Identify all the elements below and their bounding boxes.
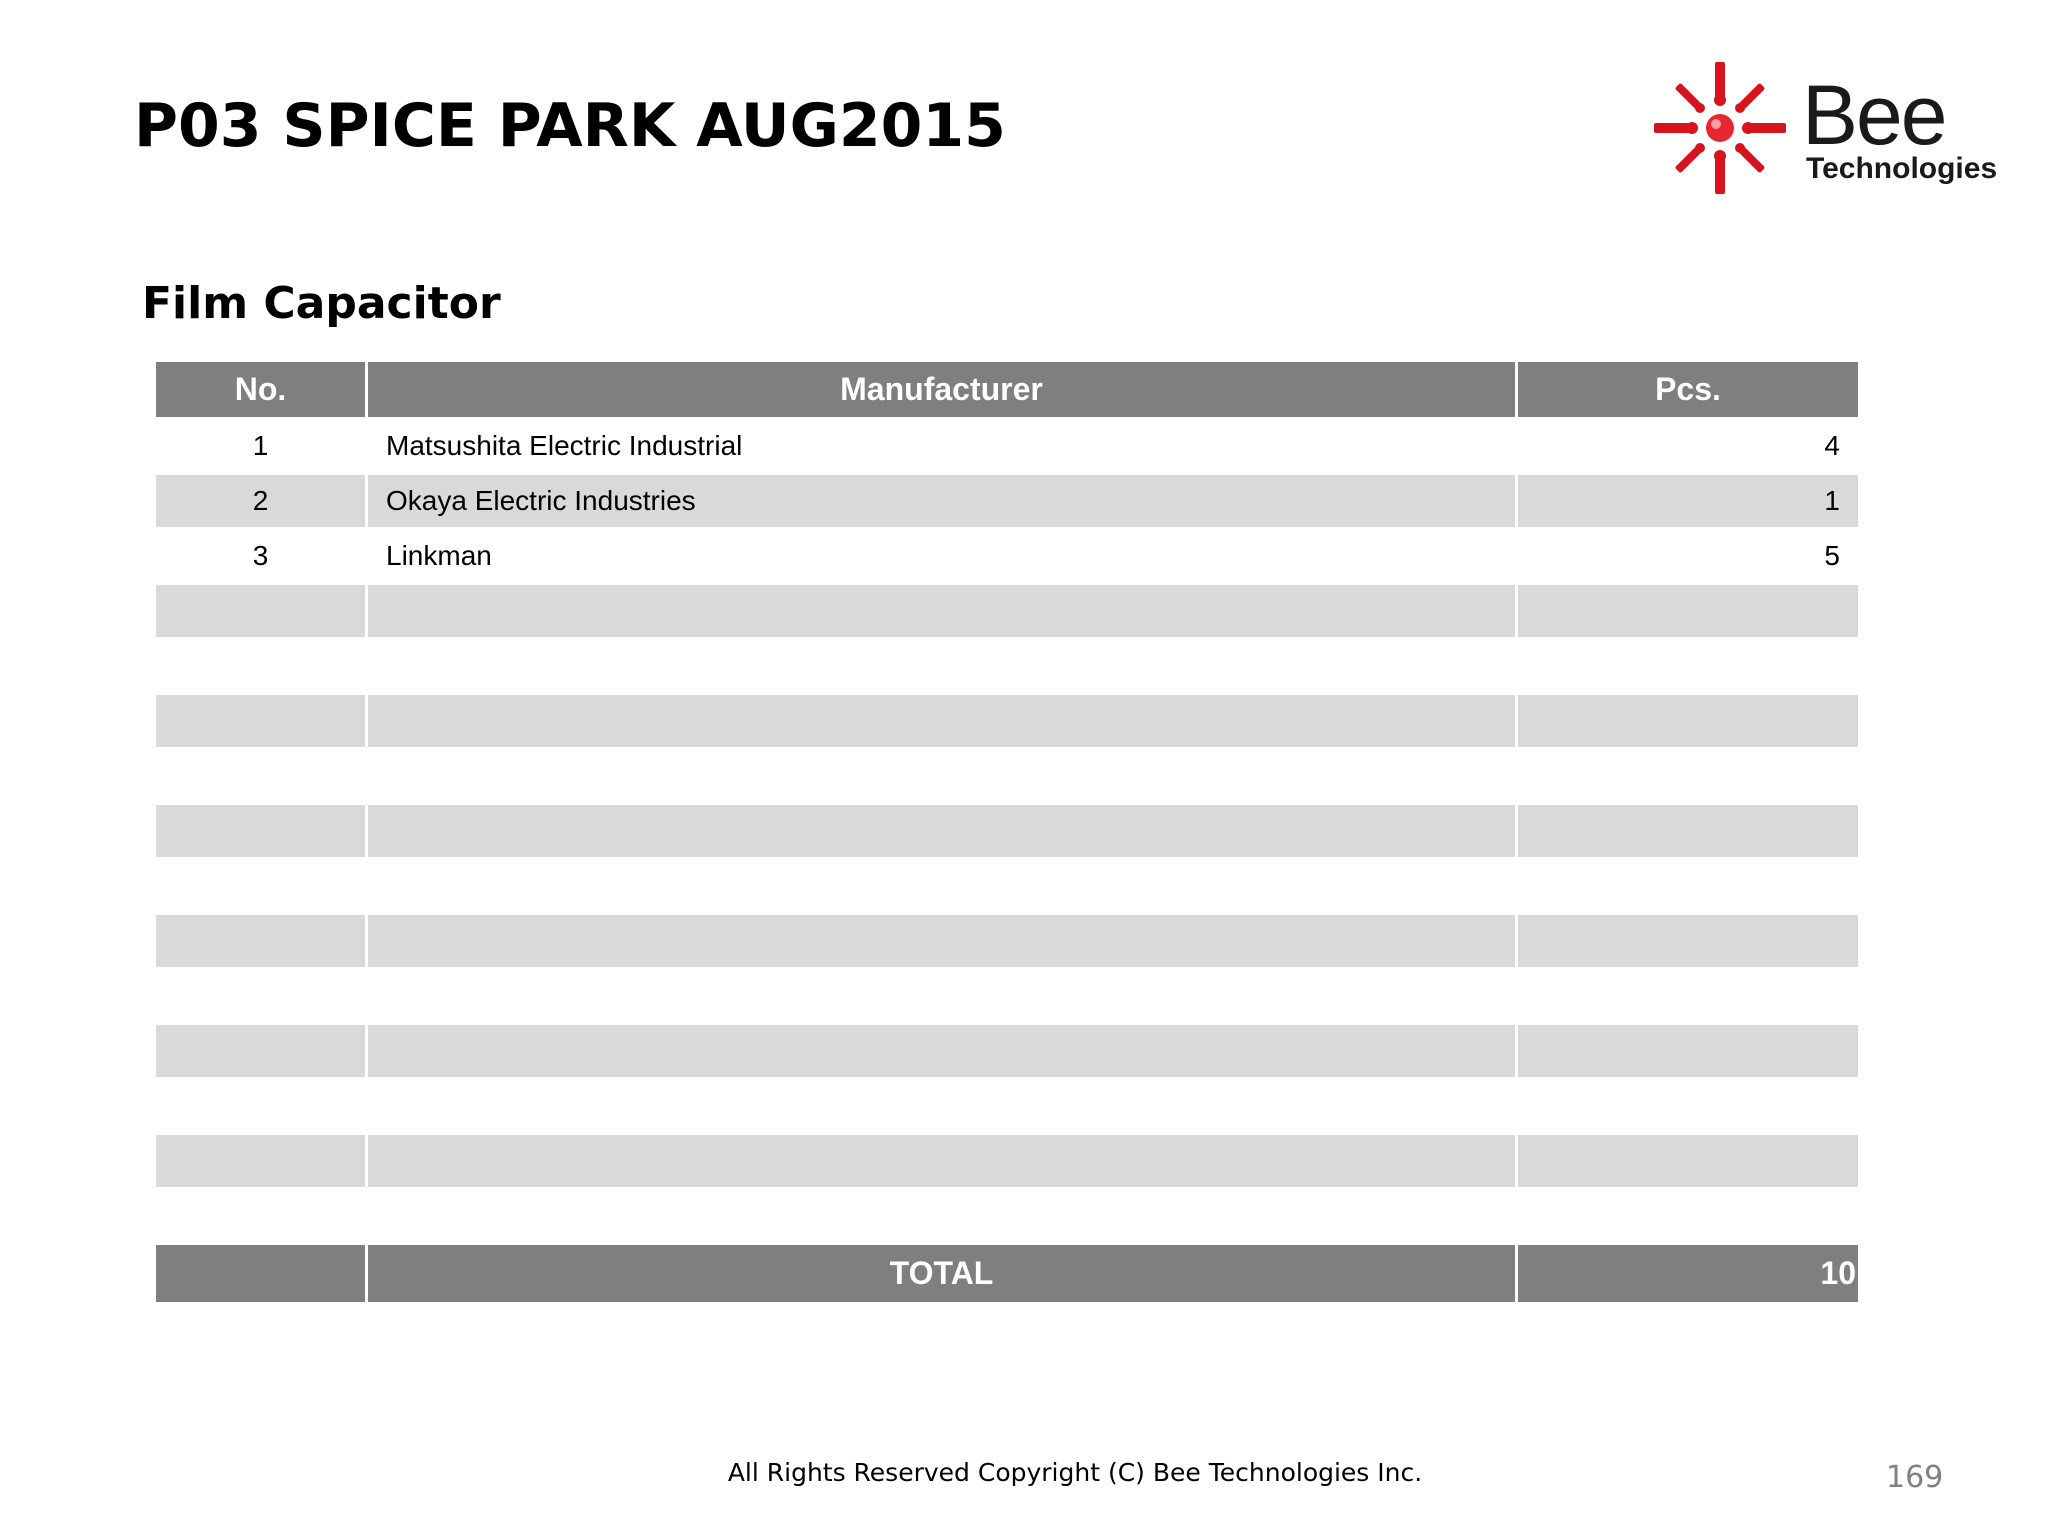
cell-pcs: 4: [1518, 420, 1858, 475]
table-row: [156, 805, 1858, 860]
table-row: [156, 1190, 1858, 1245]
cell-no: [156, 915, 368, 970]
logo-starburst-icon: [1652, 60, 1805, 196]
cell-manufacturer: [368, 1135, 1518, 1190]
table-row: [156, 1135, 1858, 1190]
cell-manufacturer: [368, 970, 1518, 1025]
cell-no: [156, 1135, 368, 1190]
cell-no: [156, 970, 368, 1025]
cell-pcs: [1518, 1025, 1858, 1080]
cell-pcs: 5: [1518, 530, 1858, 585]
cell-manufacturer: Matsushita Electric Industrial: [368, 420, 1518, 475]
cell-no: [156, 1190, 368, 1245]
cell-pcs: [1518, 860, 1858, 915]
cell-manufacturer: [368, 750, 1518, 805]
cell-no: [156, 860, 368, 915]
table-row: [156, 1080, 1858, 1135]
cell-pcs: [1518, 1190, 1858, 1245]
cell-no: [156, 1080, 368, 1135]
cell-no: [156, 695, 368, 750]
cell-manufacturer: Okaya Electric Industries: [368, 475, 1518, 530]
table-row: [156, 695, 1858, 750]
table-row: [156, 970, 1858, 1025]
logo-tagline-text: Technologies: [1806, 152, 1998, 185]
cell-pcs: [1518, 750, 1858, 805]
cell-pcs: 1: [1518, 475, 1858, 530]
cell-no: 3: [156, 530, 368, 585]
cell-manufacturer: [368, 585, 1518, 640]
cell-no: [156, 585, 368, 640]
table-total-row: [156, 1245, 1858, 1305]
cell-no: 2: [156, 475, 368, 530]
table-row: [156, 585, 1858, 640]
cell-manufacturer: [368, 1080, 1518, 1135]
bee-technologies-logo: [1652, 60, 2012, 196]
cell-no: 1: [156, 420, 368, 475]
table-row: [156, 860, 1858, 915]
cell-pcs: [1518, 1080, 1858, 1135]
cell-manufacturer: [368, 1190, 1518, 1245]
cell-manufacturer: Linkman: [368, 530, 1518, 585]
cell-pcs: [1518, 640, 1858, 695]
table-row: [156, 915, 1858, 970]
table-header-row: [156, 362, 1858, 420]
cell-manufacturer: [368, 860, 1518, 915]
cell-no: [156, 640, 368, 695]
cell-pcs: [1518, 585, 1858, 640]
header-pcs: Pcs.: [1518, 362, 1858, 420]
table-row: [156, 530, 1858, 585]
header-manufacturer: Manufacturer: [368, 362, 1518, 420]
cell-pcs: [1518, 915, 1858, 970]
section-title: Film Capacitor: [142, 278, 501, 329]
table-row: [156, 750, 1858, 805]
cell-manufacturer: [368, 695, 1518, 750]
cell-no: [156, 1025, 368, 1080]
cell-no: [156, 805, 368, 860]
table-row: [156, 420, 1858, 475]
table-row: [156, 640, 1858, 695]
copyright-footer: All Rights Reserved Copyright (C) Bee Technologies Inc.: [727, 1458, 1423, 1487]
film-capacitor-table: [156, 362, 1858, 1305]
logo-brand-text: Bee: [1802, 68, 1946, 162]
cell-no: [156, 750, 368, 805]
cell-manufacturer: [368, 805, 1518, 860]
table-row: [156, 1025, 1858, 1080]
cell-manufacturer: [368, 1025, 1518, 1080]
total-no-cell: [156, 1245, 368, 1305]
table-row: [156, 475, 1858, 530]
cell-manufacturer: [368, 915, 1518, 970]
header-no: No.: [156, 362, 368, 420]
total-value: 10: [1518, 1245, 1858, 1305]
page-number: 169: [1886, 1460, 1944, 1495]
total-label: TOTAL: [368, 1245, 1518, 1305]
cell-pcs: [1518, 1135, 1858, 1190]
cell-pcs: [1518, 805, 1858, 860]
cell-manufacturer: [368, 640, 1518, 695]
cell-pcs: [1518, 970, 1858, 1025]
slide-title: P03 SPICE PARK AUG2015: [134, 91, 1006, 161]
cell-pcs: [1518, 695, 1858, 750]
